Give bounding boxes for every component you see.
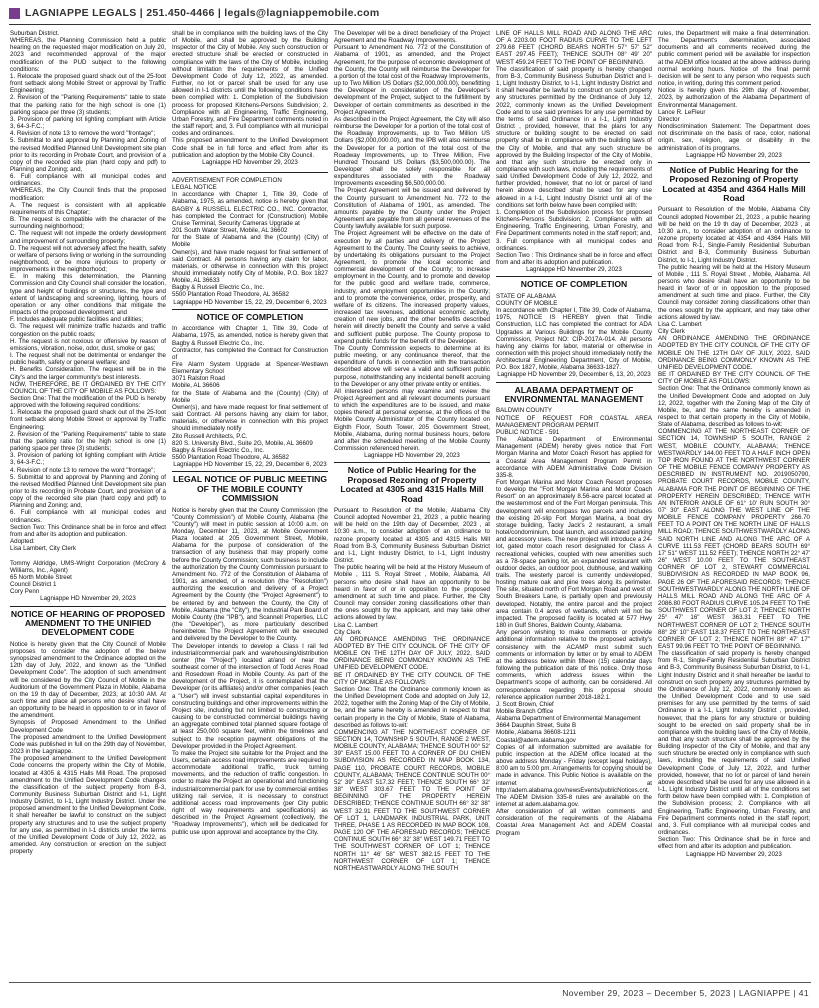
col5-b-text [658, 206, 810, 857]
paragraph: COUNTY OF MOBILE [496, 299, 558, 307]
paragraph: 6. Full compliance with all municipal codes and ordinances. [10, 509, 166, 524]
footer-rule [9, 982, 811, 983]
paragraph: Lagniappe HD November 15, 22, 29, December 6, 2023 [173, 298, 327, 306]
paragraph: Section One: That the Ordinance commonly known as the Unified Development Code and adopted on July 12, 2022, together with the Zoning Map of the City of Mobile, be, and the same hereby is amended in respect to that certain property in the City of Mobile, State of Alabama, described as follows to-wit: [334, 685, 490, 729]
paragraph: After consideration of all written comments and consideration of the requirements of the Alabama Coastal Area Management Act and ADEM Coastal Program [496, 808, 652, 837]
paragraph: 4. Revision of note 13 to remove the word "frontage"; [10, 466, 156, 474]
paragraph: The public hearing will be held at the History Museum of Mobile , 111 S. Royal Street , Mobile, Alabama. All persons who desire shall have an opportunity to be heard in favor of or in opposition to the proposed amendment at such time and place. Further, the City Council may consider zoning classifications other than the ones sought by the applicant, and may take other actions allowed by law. [334, 564, 490, 622]
paragraph: A. The request is consistent with all applicable requirements of this Chapter; [10, 201, 166, 216]
paragraph: 65 North Mobile Street [10, 573, 72, 581]
paragraph: 2. Revision of the "Parking Requirements" table to state that the parking ratio for the high school is one (1) parking space per three (3) students; [10, 430, 166, 453]
paragraph: Lagniappe HD November 29, 2023 [686, 151, 782, 159]
paragraph: Alabama Department of Environmental Management [496, 715, 641, 723]
paragraph: Owner(s), and have made request for final settlement of said Contract. All persons having any claim for labor, materials, or otherwise in connection with this project should immediately notify City of Mobile, P.O. Box 1827 Mobile, AL 36633 [172, 248, 328, 285]
paragraph: 3071 Ralston Road [172, 375, 225, 383]
notice-heading: Notice of Public Hearing for the Proposed Rezoning of Property Located at 4354 and 4364 Halls Mill Road [658, 162, 810, 204]
header-title: LAGNIAPPE LEGALS | 251.450-4466 | legals@lagniappemobile.com [25, 7, 380, 19]
notice-heading: Notice of Public Hearing for the Proposed Rezoning of Property Located at 4305 and 4315 Halls Mill Road [334, 462, 490, 504]
paragraph: 5. Submittal to and approval by Planning and Zoning of the revised Modified Planned Unit Development site plan prior to its recording in Probate Court, and provision of a copy of the recorded site plan (hard copy and pdf) to Planning and Zoning; and, [10, 473, 166, 510]
page-footer [0, 982, 819, 1002]
paragraph: Any person wishing to make comments or provide additional information relative to the proposed activity's consistency with the ACAMP must submit such comments or information by letter or by email to ADEM at the address below within fifteen (15) calendar days following the publication date of this notice. Only those comments, which address issues within the Department's scope of authority, can be considered. All correspondence regarding this proposal should reference application number 2018-182.1. [496, 629, 652, 701]
paragraph: Section One: That the modification of the PUD is hereby approved with the following required conditions: [10, 394, 166, 410]
col2-lm-text [172, 507, 328, 836]
paragraph: This proposed amendment to the Unified Development Code shall be in full force and effect from after its publication and adoption by the Mobile City Council. [172, 137, 328, 159]
paragraph: All interested persons may examine and review the Project Agreement and all relevant documents pursuant to which the expenditures are to be issued, and make copies thereof at personal expense, at the offices of the Mobile County Administrator of the County located on Eighth Floor, South Tower, 205 Government Street, Mobile, Alabama, during normal business hours, before and after the scheduled meeting of the Mobile County Commission referenced herein. [334, 387, 490, 453]
paragraph: Lagniappe HD November 29, 2023 [202, 158, 298, 166]
col4-adem-text [496, 407, 652, 836]
paragraph: City Clerk [658, 328, 685, 336]
paragraph: WHEREAS, the City Council finds that the proposed modification: [10, 187, 166, 202]
paragraph: City Clerk [334, 628, 361, 636]
paragraph: The proposed amendment to the Unified Development Code was published in full on the 29th day of November, 2023 in the Lagniappe. [10, 733, 166, 756]
paragraph: Pursuant to Amendment No. 772 of the Constitution of Alabama of 1901, as amended, and the Project Agreement, for the purpose of economic development of the County, the County will reimburse the Developer for a portion of the total cost of the Roadway Improvements, up to Two Million US Dollars ($2,000,000.00), benefitting the Developer in consideration of the Developer's development of the Project, subject to the fulfillment by Developer of certain commitments as described in the Project Agreement. [334, 44, 490, 116]
column-3 [334, 30, 490, 976]
paragraph: 201 South Water Street, Mobile, AL 36602 [172, 227, 288, 235]
col4-nc-text [496, 293, 652, 379]
paragraph: I. The request shall not be detrimental or endanger the public health, safety or general welfare; and [10, 352, 166, 367]
paragraph: H. The request is not noxious or offensive by reason of emissions, vibration, noise, odor, dust, smoke or gas; [10, 337, 166, 352]
header-rule [9, 24, 811, 25]
paragraph: Nondiscrimination Statement: The Department does not discriminate on the basis of race, color, national origin, sex, religion, age or disability in the administration of its programs. [658, 123, 810, 152]
paragraph: 1. Completion of the Subdivision process for proposed Kitchens-Persons Subdivision; 2. Compliance with all Engineering, Traffic Engineering, Urban Forestry, and Fire Department comments noted in the staff report; and, 3. Full compliance with all municipal codes and ordinances. [496, 208, 652, 252]
notice-heading: NOTICE OF COMPLETION [496, 276, 652, 289]
paragraph: Lisa C. Lambert [334, 621, 378, 629]
paragraph: Section Two: This Ordinance shall be in force and effect from and after its adoption and publication. [10, 523, 166, 538]
paragraph: Coastal@adem.alabama.gov [496, 736, 576, 744]
paragraph: BE IT ORDAINED BY THE CITY COUNCIL OF THE CITY OF MOBILE AS FOLLOWS: [658, 371, 810, 386]
paragraph: COMMENCING AT THE NORTHEAST CORNER OF SECTION 14, TOWNSHIP 5 SOUTH, RANGE 2 WEST, MOBILE COUNTY, ALABAMA; THENCE SOUTH 00° 52' 39" EAST 15.00 FEET TO A CORNER OF DU CHIEN SUBDIVISION AS RECORDED IN MAP BOOK 134, PAGE 110, PROBATE COURT RECORDS, MOBILE COUNTY, ALABAMA; THENCE CONTINUE SOUTH 00° 52' 39" EAST 517.32 FEET; THENCE SOUTH 66° 32' 38" WEST 303.67 FEET TO THE POINT OF BEGINNING OF THE PROPERTY HEREIN DESCRIBED; THENCE CONTINUE SOUTH 66° 32' 38" WEST 32.91 FEET TO THE SOUTHWEST CORNER OF LOT 1, LANDMARK INDUSTRIAL PARK, UNIT THREE, PHASE 1 AS RECORDED IN MAP BOOK 108, PAGE 120 OF THE AFORESAID RECORDS; THENCE CONTINUE SOUTH 66° 32' 38" WEST 149.71 FEET TO THE SOUTHWEST CORNER OF LOT 1; THENCE NORTH 11° 46' 58" WEST 382.15 FEET TO THE NORTHWEST CORNER OF LOT 1; THENCE NORTHEASTWARDLY ALONG THE SOUTH [334, 728, 490, 872]
notice-heading: ALABAMA DEPARTMENT OF ENVIRONMENTAL MANAGEMENT [496, 382, 652, 405]
paragraph: Notice is hereby given this 29th day of November, 2023, by authorization of the Alabama Department of Environmental Management. [658, 87, 810, 109]
paragraph: Council District 1 [10, 581, 57, 589]
paragraph: LINE OF HALLS MILL ROAD AND ALONG THE ARC OF A 2203.00 FOOT RADIUS CURVE TO THE LEFT 279.68 FEET (CHORD BEARS NORTH 57° 57' 52" EAST 297.45 FEET); THENCE SOUTH 08° 49' 20" WEST 459.24 FEET TO THE POINT OF BEGINNING. [496, 30, 652, 66]
paragraph: NOTICE OF REQUEST FOR COASTAL AREA MANAGEMENT PROGRAM PERMIT [496, 414, 652, 429]
notice-heading: NOTICE OF COMPLETION [172, 309, 328, 322]
paragraph: NOW, THEREFORE, BE IT ORDAINED BY THE CITY COUNCIL OF THE CITY OF MOBILE AS FOLLOWS: [10, 380, 166, 395]
paragraph: Contractor, has completed the Contract for Construction of [172, 346, 328, 361]
paragraph: The Developer will be a direct beneficiary of the Project Agreement and the Roadway Improvements. [334, 30, 490, 45]
paragraph: D. The request will not adversely affect the health, safety or welfare of persons living or working in the surrounding neighborhood, or be more injurious to property or improvements in the neighborhood; [10, 244, 166, 274]
paragraph: Owner(s), and have made request for final settlement of said Contract. All persons having any claim for labor, materials, or otherwise in connection with this project should immediately notify [172, 403, 328, 433]
paragraph: B. The request is compatible with the character of the surrounding neighborhood; [10, 216, 166, 231]
paragraph: Synopsis of Proposed Amendment to the Unified Development Code [10, 719, 166, 734]
paragraph: Tommy Aldridge, UMS-Wright Corporation (McCrory & Williams, Inc., Agent) [10, 559, 166, 574]
paragraph: The Project Agreement will be issued and delivered by the County pursuant to Amendment No. 772 to the Constitution of Alabama of 1901, as amended. The amounts payable by the County under the Project Agreement are payable from all general revenues of the County lawfully available for such purpose. [334, 187, 490, 231]
paragraph: Notice is hereby given that the City Council of Mobile proposes to consider the adoption of the below synopsized amendment to the Ordinance adopted on the 12th day of July, 2022, and known as the "Unified Development Code". The adoption of such amendment will be considered by the City Council of Mobile in the Auditorium of the Government Plaza in Mobile, Alabama on the 19 th day of December, 2023, at 10:30 AM. At such time and place all persons who desire shall have an opportunity to be heard in opposition to or in favor of the amendment. [10, 640, 166, 720]
paragraph: The Developer intends to develop a Class I rail fed industrial/commercial park and warehousing/distribution center (the "Project") located at/and or near the southeast corner of the intersection of Todd Acres Road and Rosedown Road in Mobile County. As part of the development of the Project, it is contemplated that the Developer (or its affiliates) and/or other companies (each a "User") will invest substantial capital expenditures in constructing buildings and other improvements within the Project site, including but not limited to constructing or causing to be constructed commercial buildings having an aggregate combined total planned square footage of at least 250,000 square feet, within the timelines and subject to the reception payment obligations of the Developer provided in the Project Agreement. [172, 642, 328, 750]
paragraph: Zito Russell Architects, P.C. [172, 432, 248, 440]
paragraph: 820 S. University Blvd., Suite 2G, Mobile, AL 36609 [172, 439, 313, 447]
col1-text [10, 30, 166, 603]
paragraph: 1. Relocate the proposed guard shack out of the 25-foot front setback along Mobile Street or approval by Traffic Engineering; [10, 72, 166, 95]
paragraph: 5. Submittal to and approval by Planning and Zoning of the revised Modified Planned Unit Development site plan prior to its recording in Probate Court, and provision of a copy of the recorded site plan (hard copy and pdf) to Planning and Zoning; and, [10, 137, 166, 173]
paragraph: Lagniappe HD November 29, 2023 [526, 266, 622, 274]
column-1 [10, 30, 166, 976]
paragraph: G. The request will minimize traffic hazards and traffic congestion on the public roads; [10, 323, 166, 338]
paragraph: E. In making this determination, the Planning Commission and City Council shall consider the location, type and height of buildings or structures, the type and extent of landscaping and screening, lighting, hours of operation or any other conditions that mitigate the impacts of the proposed development; and [10, 273, 166, 317]
paragraph: Section Two : This Ordinance shall be in force and effect from and after its adoption and publication. [496, 251, 652, 266]
paragraph: WHEREAS, the Planning Commission held a public hearing on the requested major modification on July 20, 2023 and recommended approval of the major modification of the PUD subject to the following conditions: [10, 37, 166, 73]
col2-text [172, 30, 328, 166]
paragraph: J. Scott Brown, Chief [496, 700, 554, 708]
paragraph: Bagby & Russell Electric Co., Inc. [172, 284, 265, 292]
paragraph: Copies of all information submitted are available for public inspection at the ADEM office located at the above address Monday - Friday (except legal holidays), 8:00 am to 5:00 pm. Arrangements for copying should be made in advance. This Public Notice is available on the internet at http://adem.alabama.gov/newsEvents/publicNotices.cnt. The ADEM Division 335-8 rules are available on the internet at adem.alabama.gov. [496, 743, 652, 808]
column-4 [496, 30, 652, 976]
paragraph: 1. Relocate the proposed guard shack out of the 25-foot front setback along Mobile Street or approval by Traffic Engineering; [10, 409, 166, 431]
paragraph: AN ORDINANCE AMENDING THE ORDINANCE ADOPTED BY THE CITY COUNCIL OF THE CITY OF MOBILE ON THE 12TH DAY OF JULY, 2022, SAID ORDINANCE BEING COMMONLY KNOWN AS THE UNIFIED DEVELOPMENT CODE. [658, 335, 810, 371]
paragraph: Lisa Lambert, City Clerk [10, 545, 77, 553]
paragraph: The public hearing will be held at the History Museum of Mobile , 111 S. Royal Street , Mobile, Alabama. All persons who desire shall have an opportunity to be heard in favor of or in opposition to the proposed amendment at such time and place. Further, the City Council may consider zoning classifications other than the ones sought by the applicant, and may take other actions allowed by law. [658, 263, 810, 321]
col2-nc-text [172, 325, 328, 468]
paragraph: 4. Revision of note 13 to remove the word "frontage"; [10, 130, 156, 138]
paragraph: H. Benefits Consideration. The request will be in the City's and the larger community's best interests. [10, 366, 166, 381]
col2-ad-text [172, 177, 328, 306]
paragraph: Director [658, 115, 680, 123]
paragraph: Section Two: This Ordinance shall be in force and effect from and after its adoption and publication. [658, 836, 810, 851]
paragraph: Bagby & Russell Electric Co., Inc. [172, 446, 265, 454]
col5-text [658, 30, 810, 159]
column-5 [658, 30, 810, 976]
paragraph: The proposed amendment to the Unified Development Code concerns the property within the City of Mobile, located at 4305 & 4315 Halls Mill Road. The proposed amendment to the Unified Development Code changes the classification of the subject property from B-3, Community Business Suburban District and I-1, Light Industry District, to I-1, Light Industry District. Under the proposed amendment to the Unified Development Code, it shall hereafter be lawful to construct on the subject property any structures and to use the subject property for any use, as permitted in I-1 districts under the terms of the Unified Development Code of July 12, 2022, as amended. Any construction or erection on the subject property [10, 755, 166, 856]
paragraph: In accordance with Chapter I, Title 39, Code of Alabama, 1975, NOTICE IS HEREBY given that Tindle Construction, LLC has completed the contract for ADA Upgrades at Various Buildings for the Mobile County Commission, Project NO: CIP-2017A-014. All persons having any claims for labor, material or otherwise in connection with this project should immediately notify the Architectural Engineering Department, City of Mobile, P.O. Box 1827, Mobile, Alabama 36633-1827. [496, 307, 652, 372]
paragraph: The classification of said property is hereby changed from B-3, Community Business Suburban District and I-1, Light Industry District, to I-1, Light Industry District and it shall hereafter be lawful to construct on such property any structures permitted by the Ordinance of July 12, 2022, commonly known as the Unified Development Code and to use said premises for any use permitted by the terms of said Ordinance in a I-1, Light Industry District , provided, however, that the plans for any structure or building sought to be erected on said property shall be in compliance with the building laws of the City of Mobile, and that any such structure be approved by the Building Inspector of the City of Mobile, and that any such structure be erected only in compliance with such laws, including the requirements of said Unified Development Code of July 12, 2022, and further provided, however, that no lot or parcel of land herein above described shall be used for any use allowed in a I-1, Light Industry District until all of the conditions set forth below have been complied with: [496, 65, 652, 209]
paragraph: 3. Provision of parking lot lighting compliant with Article 3, 64-3-F.C.; [10, 452, 166, 467]
paragraph: Lagniappe HD November 29, December 6, 13, 20, 2023 [497, 371, 651, 379]
paragraph: Cory Penn [10, 588, 40, 596]
paragraph: The Project Agreement will be effective on the date of execution by all parties and delivery of the Project Agreement to the County. The County seeks to achieve, by undertaking its obligations pursuant to the Project Agreement, to promote the local economic and commercial development of the County; to increase employment in the County, and to promote and develop for the public good and welfare trade, commerce, industry, and employment opportunities in the County; and to promote the convenience, order, prosperity, and welfare of its citizens. The increased property values, increased tax revenues, additional economic activity, creation of new jobs, and the other benefits described herein will directly benefit the County and serve a valid and sufficient public purpose. The County propose to expend public funds for the benefit of the Developer. [334, 230, 490, 345]
footer-text: November 29, 2023 – December 5, 2023 | LAGNIAPPE | 41 [562, 988, 809, 998]
paragraph [10, 552, 166, 559]
paragraph: 5500 Plantation Road Theodore, AL 36582 [172, 454, 289, 461]
paragraph: Suburban District. [10, 30, 60, 37]
paragraph: As described in the Project Agreement, the City will also reimburse the Developer for a portion of the total cost of the Roadway Improvements, up to Two Million US Dollars ($2,000,000.00), and the IPB will also reimburse the Developer for a portion of the total cost of the Roadway Improvements, up to Three Million, Five Hundred Thousand US Dollars ($3,500,000.00). The Developer shall be solely responsible for all expenditures associated with the Roadway Improvements exceeding $6,500,000.00. [334, 115, 490, 188]
paragraph: Lagniappe HD November 15, 22, 29, December 6, 2023 [173, 461, 327, 469]
paragraph: Lance R. LeFleur [658, 108, 706, 116]
paragraph: The classification of said property is hereby changed from R-1, Single-Family Residential Suburban District and B-3, Community Business Suburban District, to I-1, Light Industry District and it shall hereafter be lawful to construct on such property any structures permitted by the Ordinance of July 12, 2022, commonly known as the Unified Development Code and to use said premises for any use permitted by the terms of said Ordinance in a I-1, Light Industry District , provided, however, that the plans for any structure or building sought to be erected on said property shall be in compliance with the building laws of the City of Mobile, and that any such structure shall be approved by the Building Inspector of the City of Mobile, and that any such structure be erected only in compliance with such laws, including the requirements of said Unified Development Code of July 12, 2022, and further provided, however, that no lot or parcel of land herein above described shall be used for any use allowed in a I-1, Light Industry District until all of the conditions set forth below have been complied with: 1. Completion of the Subdivision process; 2. Compliance with all Engineering, Traffic Engineering, Urban Forestry, and Fire Department comments noted in the staff report; and, 3. Full compliance with all municipal codes and ordinances. [658, 650, 810, 837]
paragraph: The Alabama Department of Environmental Management (ADEM) hereby gives notice that Fort Morgan Marina and Motor Coach Resort has applied for a Coastal Area Management Program Permit in accordance with ADEM Administrative Code Division 335-8. [496, 436, 652, 479]
paragraph: Adopted: [10, 538, 35, 546]
brand-square-icon [9, 8, 20, 19]
paragraph: Pursuant to Resolution of the Mobile, Alabama City Council adopted November 21, 2023 , a public hearing will be held on the 19 th day of December, 2023 , at 10:30 a.m., to consider adoption of an ordinance to rezone property located at 4354 and 4364 Halls Mill Road from R-1, Single-Family Residential Suburban District and B-3, Community Business Suburban District, to I-1, Light Industry District. [658, 206, 810, 264]
col3-b-text [334, 507, 490, 872]
paragraph: Section One: That the Ordinance commonly known as the Unified Development Code and adopted on July 12, 2022, together with the Zoning Map of the City of Mobile, be, and the same hereby is amended in respect to that certain property in the City of Mobile, State of Alabama, described as follows to-wit: [658, 385, 810, 429]
page-header [0, 0, 819, 30]
paragraph: shall be in compliance with the building laws of the City of Mobile, and shall be approved by the Building Inspector of the City of Mobile. Any such construction or erected structure shall be erected or constructed in compliance with the laws of the City of Mobile, including without limitation the requirements of the Unified Development Code of July 12, 2022, as amended. Further, no lot or parcel shall be used for any use allowed in I-1 districts until the following conditions have been complied with: 1. Completion of the Subdivision process for proposed Kitchens-Persons Subdivision; 2. Compliance with all Engineering, Traffic Engineering, Urban Forestry, and Fire Department comments noted in the staff report; and, 3. Full compliance with all municipal codes and ordinances. [172, 30, 328, 138]
paragraph: PUBLIC NOTICE - 591 [496, 428, 560, 436]
notice-heading: LEGAL NOTICE OF PUBLIC MEETING OF THE MOBILE COUNTY COMMISSION [172, 471, 328, 503]
column-2 [172, 30, 328, 976]
paragraph: F. Includes adequate public facilities and utilities; [10, 316, 144, 324]
col3-text [334, 30, 490, 459]
paragraph: Fort Morgan Marina and Motor Coach Resort proposes to develop the "Fort Morgan Marina and Motor Coach Resort" on an approximately 8.56-acre parcel located at the westernmost end of the Fort Morgan peninsula. This development will encompass two parcels and includes the existing 20-slip Fort Morgan Marina, a boat dry storage building, Tacky Jack's 2 restaurant, a small hotel/condominium, boat launch, and associated parking and accessory uses. The new project will introduce a 24-lot, gated motor coach resort designated for Class A recreational vehicles, coupled with new amenities such as a 78-space parking lot, an expanded restaurant with outdoor decks, an outdoor pool, clubhouse, and walking trails. The westerly parcel is currently undeveloped, hosting mature oak and pine trees along its perimeter. The site, situated north of Fort Morgan Road and west of South Breakers Lane, is partially open and previously developed. Notably, the entire parcel and the project area contain 0.4 acres of wetlands, which will not be impacted. The proposed facility is located at 577 Hwy 180 in Gulf Shores, Baldwin County, Alabama. [496, 478, 652, 630]
paragraph: In accordance with Chapter 1, Title 39, Code of Alabama, 1975, as amended, notice is hereby given that BAGBY & RUSSELL ELECTRIC CO., INC. Contractor, has completed the Contract for (Construction) Mobile Cruise Terminal, Security Cameras Upgrade at [172, 191, 328, 227]
paragraph: Mobile, Alabama 36608-1211 [496, 729, 577, 737]
paragraph: AN ORDINANCE AMENDING THE ORDINANCE ADOPTED BY THE CITY COUNCIL OF THE CITY OF MOBILE ON THE 12TH DAY OF JULY, 2022, SAID ORDINANCE BEING COMMONLY KNOWN AS THE UNIFIED DEVELOPMENT CODE. [334, 635, 490, 672]
paragraph: ADVERTISEMENT FOR COMPLETION [172, 176, 282, 184]
paragraph: 6. Full compliance with all municipal codes and ordinances. [10, 173, 166, 188]
col4-text [496, 30, 652, 273]
paragraph: Mobile, AL 36606 [172, 382, 220, 390]
paragraph: The County Commission expects to determine at its public meeting, or any continuance thereof, that the expenditure of funds in connection with the transaction described above will serve a valid and sufficient public purpose, notwithstanding any incidental benefit accruing to the Developer or any other private entity or entities. [334, 344, 490, 388]
paragraph: for the State of Alabama and the (County) (City) of Mobile [172, 389, 328, 404]
paragraph: BE IT ORDAINED BY THE CITY COUNCIL OF THE CITY OF MOBILE AS FOLLOWS: [334, 671, 490, 686]
paragraph: Mobile Branch Office [496, 707, 554, 715]
paragraph: Notice is hereby given that the County Commission (the "County Commission") of Mobile County, Alabama (the "County") will meet in public session at 10:00 a.m. on Monday, December 11, 2023, at Mobile Government Plaza located at 205 Government Street, Mobile, Alabama for the purpose of consideration of the transaction of any business that may properly come before the County Commission; such business to include the authorization by the County Commission pursuant to Amendment No. 772 of the Constitution of Alabama of 1901, as amended, of a resolution (the "Resolution") authorizing the execution and delivery of a Project Agreement by the County (the "Project Agreement") to be entered by and between the County, the City of Mobile, Alabama (the "City"), the Industrial Park Board of Mobile County (the "IPB"), and Scannell Properties, LLC (the "Developer"), as more particularly described hereinbelow. The Project Agreement will be executed and delivered by the Developer to the County. [172, 506, 328, 643]
paragraph: In accordance with Chapter 1, Title 39, Code of Alabama, 1975, as amended, notice is hereby given that Bagby & Russell Electric Co., Inc. [172, 325, 328, 347]
paragraph: 3. Provision of parking lot lighting compliant with Article 3, 64-3-F.C.; [10, 115, 166, 131]
paragraph: To make the Project site suitable for the Project and the Users, certain access road improvements are required to accommodate additional traffic, truck turning movements, and the reduction of traffic congestion. In order to make the Project an operational and functioning industrial/commercial park for use by commercial entities utilizing rail service, it is necessary to construct additional access road improvements (per City public right of way requirements and specifications) as described in the Project Agreement (collectively, the "Roadway Improvements"), which will be dedicated for public use upon approval and acceptance by the City. [172, 749, 328, 836]
paragraph: BALDWIN COUNTY [496, 407, 553, 415]
notice-heading: NOTICE OF HEARING OF PROPOSED AMENDMENT TO THE UNIFIED DEVELOPMENT CODE [10, 606, 166, 638]
paragraph: COMMENCING AT THE NORTHEAST CORNER OF SECTION 14, TOWNSHIP 5 SOUTH, RANGE 2 WEST, MOBILE COUNTY, ALABAMA; THENCE WESTWARDLY 144.00 FEET TO A HALF INCH OPEN TOP IRON FOUND AT THE NORTHWEST CORNER OF THE MOBILE FENCE COMPANY PROPERTY AS DESCRIBED IN INSTRUMENT NO. 2019050790, PROBATE COURT RECORDS, MOBILE COUNTY, ALABAMA FOR THE POINT OF BEGINNING OF THE PROPERTY HEREIN DESCRIBED; THENCE WITH AN INTERIOR ANGLE OF 61° 10' RUN SOUTH 30° 07' 30" EAST ALONG THE WEST LINE OF THE MOBILE FENCE COMPANY PROPERTY 266.70 FEET TO A POINT ON THE NORTH LINE OF HALLS MILL ROAD; THENCE SOUTHWESTWARDLY ALONG SAID NORTH LINE AND ALONG THE ARC OF A CURVE 111.53 FEET (CHORD BEARS SOUTH 69° 17' 51" WEST 111.52 FEET); THENCE NORTH 22° 47' 26" WEST 10.00 FEET TO THE SOUTHEAST CORNER OF LOT 2, STEWART COMMERCIAL SUBDIVISION AS RECORDED IN MAP BOOK 96, PAGE 26 OF THE AFORESAID RECORDS; THENCE SOUTHWESTWARDLY ALONG THE NORTH LINE OF HALLS MILL ROAD AND ALONG THE ARC OF A 2086.80 FOOT RADIUS CURVE 105.24 FEET TO THE SOUTHWEST CORNER OF LOT 2; THENCE NORTH 25° 47' 16" WEST 363.31 FEET TO THE NORTHWEST CORNER OF LOT 2; THENCE SOUTH 88° 26' 10" EAST 118.37 FEET TO THE NORTHEAST CORNER OF LOT 2; THENCE NORTH 88° 47' 17" EAST 99.96 FEET TO THE POINT OF BEGINNING. [658, 428, 810, 650]
paragraph: Pursuant to Resolution of the Mobile, Alabama City Council adopted November 21, 2023 , a public hearing will be held on the 19th day of December, 2023 , at 10:30 a.m., to consider adoption of an ordinance to rezone property located at 4305 and 4315 Halls Mill Road from B-3, Community Business Suburban District and I-1, Light Industry District, to I-1, Light Industry District. [334, 507, 490, 565]
paragraph: 5500 Plantation Road Theodore, AL 36582 [172, 291, 289, 299]
paragraph: Lagniappe HD November 29, 2023 [40, 595, 136, 603]
paragraph: LEGAL NOTICE [172, 184, 217, 192]
paragraph: 3664 Dauphin Street, Suite B [496, 722, 577, 730]
paragraph: Lagniappe HD November 29, 2023 [364, 452, 460, 460]
paragraph: Lisa C. Lambert [658, 320, 702, 328]
paragraph: Fire Alarm System Upgrade at Spencer-Westlawn Elementary School [172, 360, 328, 376]
paragraph: Lagniappe HD November 29, 2023 [686, 850, 782, 858]
paragraph: rules, the Department will make a final determination. The Department's determination, associated documents and all comments received during the public comment period will be available for inspection at the ADEM office located at the above address during normal working hours. Notice of the final permit decision will be sent to any person who requests such notice, in writing, during this comment period. [658, 30, 810, 88]
paragraph: for the State of Alabama and the (County) (City) of Mobile [172, 234, 328, 249]
paragraph: STATE OF ALABAMA [496, 292, 556, 300]
col1b-text [10, 641, 166, 856]
paragraph: C. The request will not impede the orderly development and improvement of surrounding property; [10, 230, 166, 245]
paragraph: 2. Revision of the "Parking Requirements" table to state that the parking ratio for the high school is one (1) parking space per three (3) students; [10, 94, 166, 116]
